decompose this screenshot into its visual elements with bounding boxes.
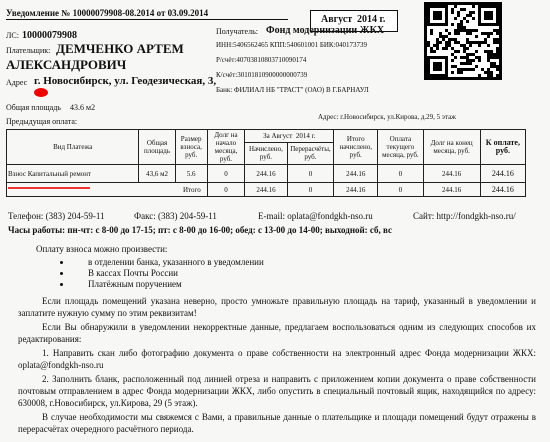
list-item: В кассах Почты России: [60, 268, 264, 279]
col-debt-start: Долг на начало месяца, руб.: [207, 130, 245, 165]
row-total-charged: 244.16: [334, 165, 378, 183]
col-debt-end: Долг на конец месяца, руб.: [423, 130, 480, 165]
pay-options-list: [60, 257, 264, 290]
row-to-pay: 244.16: [480, 165, 525, 183]
row-recalc: 0: [287, 165, 334, 183]
list-item: в отделении банка, указанного в уведомлении: [60, 257, 264, 268]
row-rate: 5.6: [175, 165, 207, 183]
redacted-mark: [34, 88, 48, 97]
total-debt-start: 0: [207, 183, 245, 197]
col-rate: Размер взноса, руб.: [175, 130, 207, 165]
address-label: Адрес: [6, 78, 28, 87]
row-debt-start: 0: [207, 165, 245, 183]
total-total-charged: 244.16: [334, 183, 378, 197]
row-debt-end: 244.16: [423, 165, 480, 183]
row-type: Взнос Капитальный ремонт: [7, 165, 139, 183]
recipient-bank: Банк: ФИЛИАЛ НБ "ТРАСТ" (ОАО) В Г.БАРНАУЛ: [216, 86, 369, 94]
divider: [6, 19, 288, 20]
col-area: Общая площадь: [139, 130, 175, 165]
payer-label: Плательщик:: [6, 46, 51, 55]
recipient-label: Получатель:: [216, 27, 258, 36]
col-period-prefix: За Август: [263, 131, 293, 140]
col-period: [245, 130, 334, 143]
prev-payment-label: Предыдущая оплата:: [6, 117, 78, 126]
notice-title: Уведомление № 10000079908-08.2014 от 03.09.2014: [6, 8, 209, 18]
pay-intro: Оплату взноса можно произвести:: [36, 244, 168, 254]
table-header-row: [7, 130, 526, 143]
area-label: Общая площадь: [6, 103, 61, 112]
contact-site: Сайт: http://fondgkh-nso.ru/: [413, 211, 516, 221]
paragraph-area-incorrect: Если площадь помещений указана неверно, просто умножьте правильную площадь на тариф, указанный в уведомлении и заплатите нужную сумму по этим реквизитам!: [18, 296, 536, 318]
table-total-row: [7, 183, 526, 197]
recipient-inn-kpp-bik: ИНН:5406562465 КПП:540601001 БИК:040173739: [216, 41, 368, 49]
address-value: г. Новосибирск, ул. Геодезическая, 3,: [34, 75, 217, 87]
total-label: Итого: [7, 183, 208, 197]
table-row: [7, 165, 526, 183]
account-label: ЛС:: [6, 31, 19, 40]
total-charged: 244.16: [245, 183, 287, 197]
red-underline: [8, 187, 90, 189]
col-total-charged: Итого начислено, руб.: [334, 130, 378, 165]
period-month: Август: [321, 14, 353, 25]
col-period-year: 2014 г.: [295, 131, 316, 140]
area-value: 43.6 м2: [70, 103, 96, 112]
period-year: 2014 г.: [357, 14, 386, 25]
contact-email: E-mail: oplata@fondgkh-nso.ru: [258, 211, 373, 221]
col-recalc: Перерасчёты, руб.: [287, 142, 334, 164]
col-paid-current: Оплата текущего месяца, руб.: [378, 130, 423, 165]
row-paid-current: 0: [378, 165, 423, 183]
working-hours: Часы работы: пн-чт: с 8-00 до 17-15; пт: с 8-00 до 16-00; обед: с 13-00 до 14-00; выходной: сб, вс: [8, 225, 393, 235]
payer-name-line2: АЛЕКСАНДРОВИЧ: [6, 57, 127, 72]
total-recalc: 0: [287, 183, 334, 197]
payer-name-line1: ДЕМЧЕНКО АРТЕМ: [56, 41, 184, 56]
recipient-account: Р/счёт:40703810803710090174: [216, 56, 307, 64]
qr-code: [424, 2, 502, 80]
col-to-pay: К оплате, руб.: [480, 130, 525, 165]
total-paid-current: 0: [378, 183, 423, 197]
account-number: 10000079908: [22, 30, 77, 41]
qr-code-image: [427, 5, 499, 77]
col-charged: Начислено, руб.: [245, 142, 287, 164]
paragraph-incorrect-data: Если Вы обнаружили в уведомлении некорректные данные, предлагаем воспользоваться одним из следующих способов их редактирования:: [18, 322, 536, 344]
row-charged: 244.16: [245, 165, 287, 183]
paragraph-contact-back: В случае необходимости мы свяжемся с Вами, а правильные данные о плательщике и площади помещений будут отражены в перерасчётах очередного расчётного периода.: [18, 412, 536, 434]
recipient-address: Адрес: г.Новосибирск, ул.Кирова, д.29, 5 этаж: [318, 113, 457, 121]
recipient-name: Фонд модернизации ЖКХ: [266, 25, 385, 36]
total-to-pay: 244.16: [480, 183, 525, 197]
list-item: Платёжным поручением: [60, 279, 264, 290]
row-area: 43,6 м2: [139, 165, 175, 183]
recipient-corr-account: К/счёт:30101810900000000739: [216, 71, 308, 79]
contact-fax: Факс: (383) 204-59-11: [134, 211, 217, 221]
total-debt-end: 244.16: [423, 183, 480, 197]
paragraph-option-2: 2. Заполнить бланк, расположенный под линией отреза и направить с приложением копии документа о праве собственности почтовым отправлением в адрес Фонда модернизации ЖКХ, либо опустить в специальный почтовый ящик, находящийся по адресу: 630008, г.Новосибирск, ул.Кирова, 29 (5 этаж).: [18, 374, 536, 408]
paragraph-option-1: 1. Направить скан либо фотографию документа о праве собственности на электронный адрес Фонда модернизации ЖКХ: oplata@fondgkh-nso.ru: [18, 348, 536, 370]
contact-phone: Телефон: (383) 204-59-11: [8, 211, 105, 221]
col-type: Вид Платежа: [7, 130, 139, 165]
